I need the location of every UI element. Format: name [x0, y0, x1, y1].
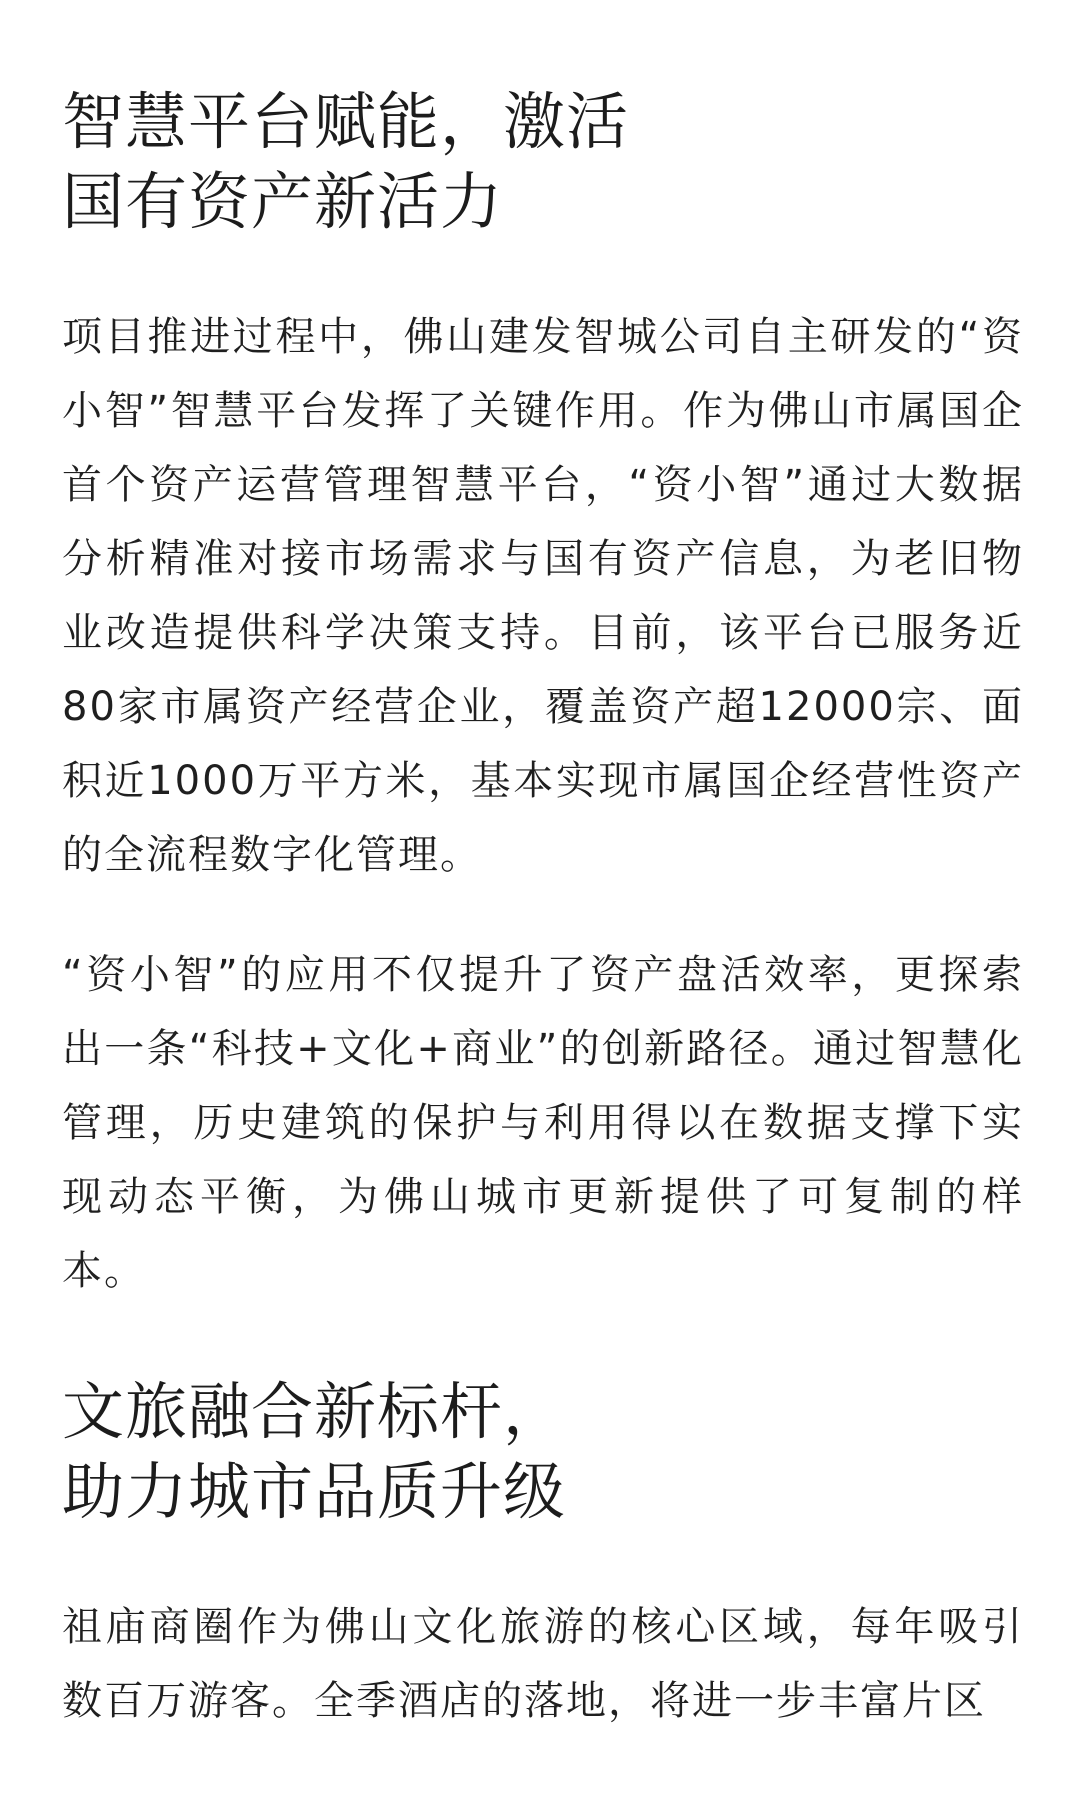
- heading-line: 国有资产新活力: [62, 165, 504, 238]
- section-heading-culture-tourism: [62, 1372, 1024, 1532]
- heading-line: 助力城市品质升级: [62, 1455, 567, 1528]
- heading-line: 文旅融合新标杆，: [62, 1375, 567, 1448]
- paragraph-platform-intro: 项目推进过程中，佛山建发智城公司自主研发的“资小智”智慧平台发挥了关键作用。作为佛山市属国企首个资产运营管理智慧平台，“资小智”通过大数据分析精准对接市场需求与国有资产信息，为老旧物业改造提供科学决策支持。目前，该平台已服务近80家市属资产经营企业，覆盖资产超12000宗、面积近1000万平方米，基本实现市属国企经营性资产的全流程数字化管理。: [62, 314, 1024, 878]
- heading-line: 智慧平台赋能，激活: [62, 85, 630, 158]
- section-heading-smart-platform: [62, 82, 1024, 242]
- paragraph-platform-impact: “资小智”的应用不仅提升了资产盘活效率，更探索出一条“科技+文化+商业”的创新路径。通过智慧化管理，历史建筑的保护与利用得以在数据支撑下实现动态平衡，为佛山城市更新提供了可复制的样本。: [62, 952, 1024, 1294]
- paragraph-zumiao-district: 祖庙商圈作为佛山文化旅游的核心区域，每年吸引数百万游客。全季酒店的落地，将进一步丰富片区: [62, 1604, 1024, 1724]
